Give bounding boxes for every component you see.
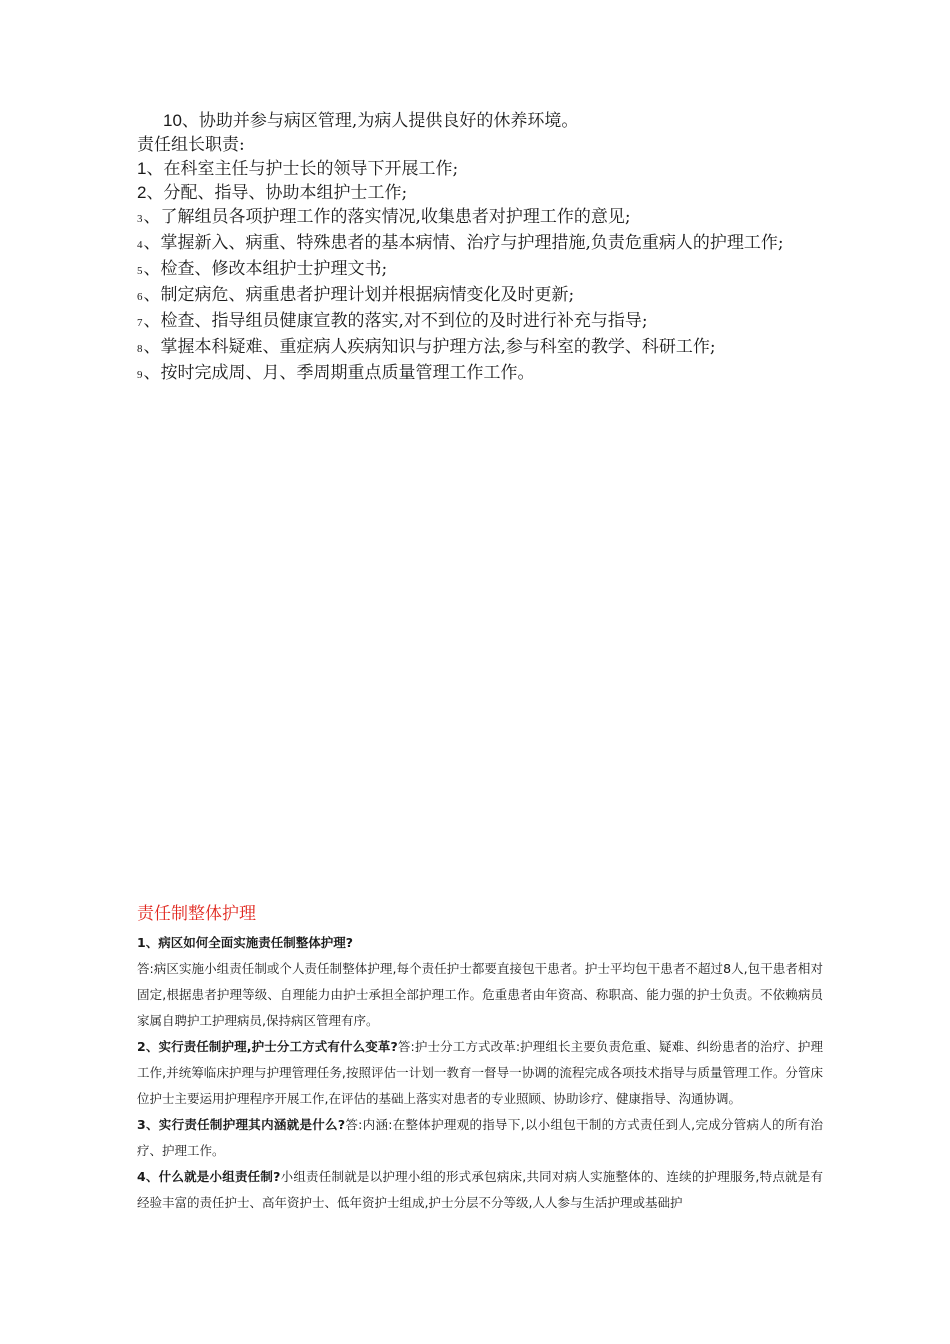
qa-4 (137, 1164, 823, 1216)
answer: 答:病区实施小组责任制或个人责任制整体护理,每个责任护士都要直接包干患者。护士平均包干患者不超过8人,包干患者相对固定,根据患者护理等级、自理能力由护士承担全部护理工作。危重患者由年资高、称职高、能力强的护士负责。不依赖病员家属自聘护工护理病员,保持病区管理有序。 (137, 961, 823, 1028)
responsibility-nursing-section (137, 902, 823, 1216)
qa-3 (137, 1112, 823, 1164)
item-number: 5 (137, 265, 143, 277)
answer: 答:内涵:在整体护理观的指导下,以小组包干制的方式责任到人,完成分管病人的所有治疗、护理工作。 (137, 1117, 824, 1158)
duty-item-10 (137, 109, 817, 133)
leader-duty-item-8 (137, 335, 817, 361)
item-number: 2 (137, 183, 147, 202)
item-number: 9 (137, 369, 143, 381)
question: 4、什么就是小组责任制? (137, 1169, 281, 1184)
item-number: 4 (137, 239, 143, 251)
item-number: 6 (137, 291, 143, 303)
item-text: 、制定病危、病重患者护理计划并根据病情变化及时更新; (143, 285, 575, 305)
leader-duty-item-7 (137, 309, 817, 335)
item-number: 10 (163, 111, 182, 130)
item-text: 、在科室主任与护士长的领导下开展工作; (146, 159, 459, 179)
qa-2 (137, 1034, 823, 1112)
item-text: 、掌握本科疑难、重症病人疾病知识与护理方法,参与科室的教学、科研工作; (143, 337, 716, 357)
question: 3、实行责任制护理其内涵就是什么? (137, 1117, 346, 1132)
leader-duty-item-2 (137, 181, 817, 205)
leader-duty-item-6 (137, 283, 817, 309)
leader-duty-item-9 (137, 361, 817, 387)
item-number: 7 (137, 317, 143, 329)
item-text: 、检查、修改本组护士护理文书; (143, 259, 388, 279)
qa-1 (137, 930, 823, 1034)
question: 2、实行责任制护理,护士分工方式有什么变革? (137, 1039, 398, 1054)
answer: 小组责任制就是以护理小组的形式承包病床,共同对病人实施整体的、连续的护理服务,特点就是有经验丰富的责任护士、高年资护士、低年资护士组成,护士分层不分等级,人人参与生活护理或基础护 (137, 1169, 823, 1210)
item-text: 、按时完成周、月、季周期重点质量管理工作工作。 (143, 363, 535, 383)
nurse-duties-section (137, 109, 817, 387)
item-number: 3 (137, 213, 143, 225)
answer: 答:护士分工方式改革:护理组长主要负责危重、疑难、纠纷患者的治疗、护理工作,并统筹临床护理与护理管理任务,按照评估一计划一教育一督导一协调的流程完成各项技术指导与质量管理工作。分管床位护士主要运用护理程序开展工作,在评估的基础上落实对患者的专业照顾、协助诊疗、健康指导、沟通协调。 (137, 1039, 823, 1106)
item-text: 、检查、指导组员健康宣教的落实,对不到位的及时进行补充与指导; (143, 311, 648, 331)
item-text: 、协助并参与病区管理,为病人提供良好的休养环境。 (181, 111, 579, 131)
leader-duty-item-4 (137, 231, 817, 257)
question: 1、病区如何全面实施责任制整体护理? (137, 935, 353, 950)
leader-duty-item-5 (137, 257, 817, 283)
leader-duty-item-1 (137, 157, 817, 181)
item-text: 、了解组员各项护理工作的落实情况,收集患者对护理工作的意见; (143, 207, 631, 227)
item-number: 1 (137, 159, 147, 178)
item-number: 8 (137, 343, 143, 355)
group-leader-duties-heading: 责任组长职责: (137, 135, 245, 155)
item-text: 、掌握新入、病重、特殊患者的基本病情、治疗与护理措施,负责危重病人的护理工作; (143, 233, 784, 253)
section-title: 责任制整体护理 (137, 904, 256, 924)
item-text: 、分配、指导、协助本组护士工作; (146, 183, 408, 203)
leader-duty-item-3 (137, 205, 817, 231)
